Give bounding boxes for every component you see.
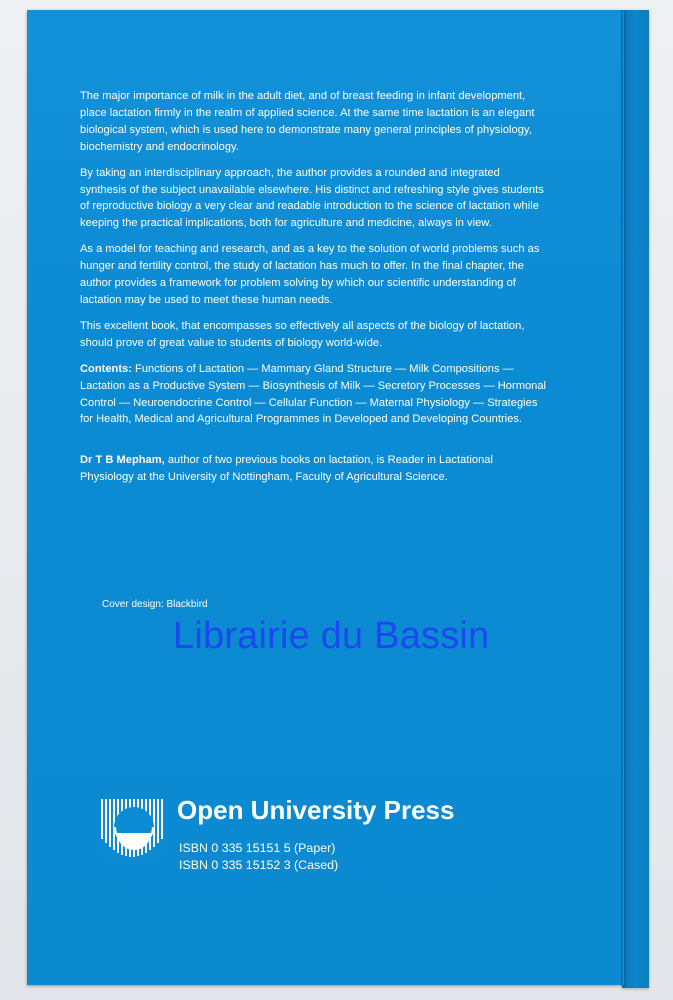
open-university-logo-icon bbox=[101, 799, 166, 859]
author-section bbox=[80, 452, 548, 486]
seller-watermark: Librairie du Bassin bbox=[173, 615, 490, 657]
contents-label: Contents: bbox=[80, 362, 132, 375]
cover-design-credit: Cover design: Blackbird bbox=[102, 599, 208, 610]
blurb-paragraph-2: By taking an interdisciplinary approach, the author provides a rounded and integrated synthesis of the subject unavailable elsewhere. His distinct and refreshing style gives students of reproductive biology a very clear and readable introduction to the science of lactation while keeping the practical implications, both for agriculture and medicine, always in view. bbox=[80, 166, 544, 230]
blurb-paragraph-3: As a model for teaching and research, and as a key to the solution of world problems such as hunger and fertility control, the study of lactation has much to offer. In the final chapter, the author provides a framework for problem solving by which our scientific understanding of lactation may be used to meet these human needs. bbox=[80, 243, 540, 306]
author-text: author of two previous books on lactation, is Reader in Lactational Physiology at the University of Nottingham, Faculty of Agricultural Science. bbox=[80, 454, 493, 484]
cover-edge bbox=[621, 10, 624, 985]
blurb-paragraph-4: This excellent book, that encompasses so effectively all aspects of the biology of lactation, should prove of great value to students of biology world-wide. bbox=[80, 319, 525, 349]
contents-text: Functions of Lactation — Mammary Gland Structure — Milk Compositions — Lactation as a Productive System — Biosynthesis of Milk — Secretory Processes — Hormonal Control — Neuroendocrine Control — Cellular Function — Maternal Physiology — Strategies for Health, Medical and Agricultural Programmes in Developed and Developing Countries. bbox=[80, 362, 547, 426]
isbn-list bbox=[179, 840, 338, 874]
isbn-paper: ISBN 0 335 15151 5 (Paper) bbox=[179, 841, 336, 855]
author-name: Dr T B Mepham, bbox=[80, 454, 165, 467]
contents-section bbox=[80, 361, 548, 429]
isbn-cased: ISBN 0 335 15152 3 (Cased) bbox=[179, 858, 339, 872]
publisher-name: Open University Press bbox=[177, 795, 455, 825]
back-cover-blurb bbox=[80, 88, 548, 495]
book-spine bbox=[622, 10, 649, 988]
blurb-paragraph-1: The major importance of milk in the adult diet, and of breast feeding in infant development, place lactation firmly in the realm of applied science. At the same time lactation is an elegant biological system, which is used here to demonstrate many general principles of physiology, biochemistry and endocrinology. bbox=[80, 90, 535, 153]
